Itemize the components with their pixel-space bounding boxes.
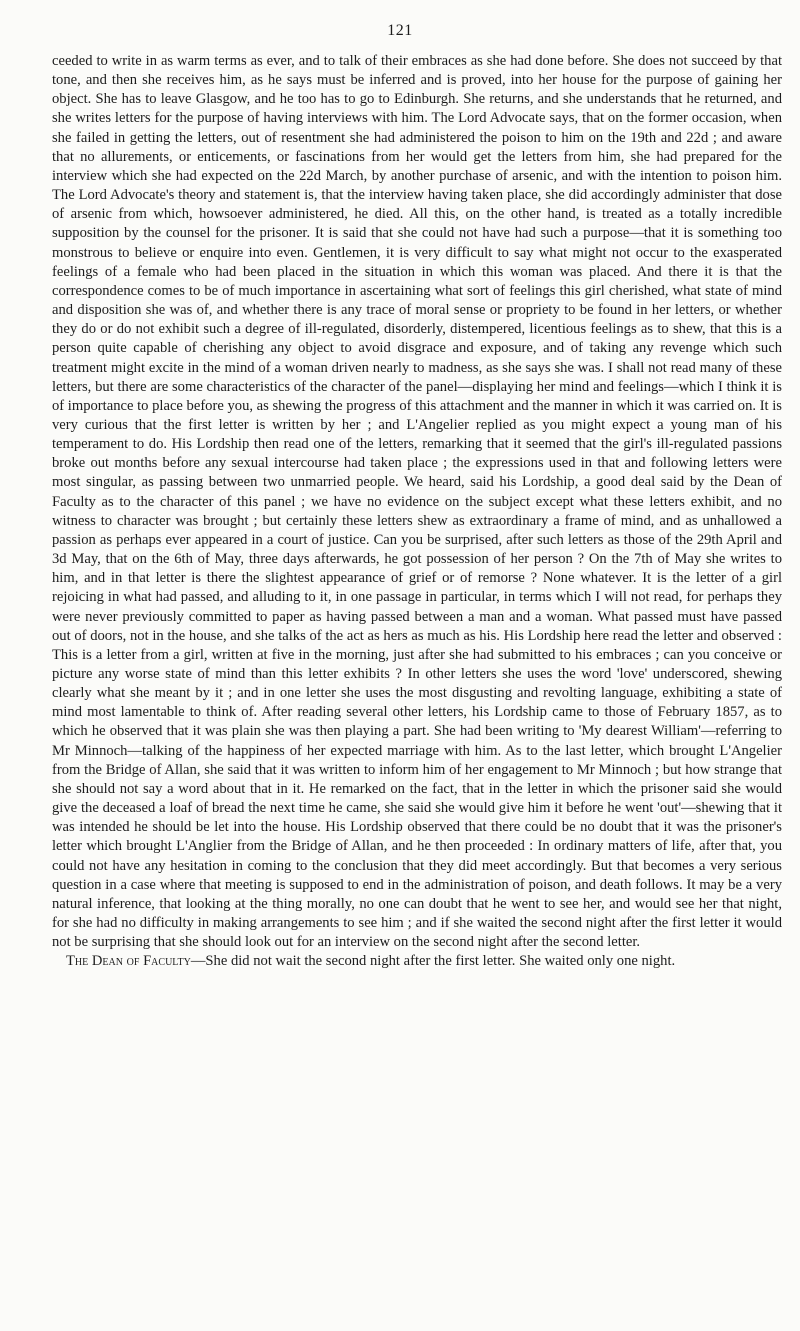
closing-text: —She did not wait the second night after the first letter. She waited only one night. [190,953,676,970]
paragraph-main: ceeded to write in as warm terms as ever, and to talk of their embraces as she had done before. She does not succeed by that tone, and then she receives him, as he says must be inferred and is proved, into her house for the purpose of gaining her object. She has to leave Glasgow, and he too has to go to Edinburgh. She returns, and she understands that he returned, and she writes letters for the purpose of having interviews with him. The Lord Advocate says, that on the former occasion, when she failed in getting the letters, out of resentment she had administered the poison to him on the 19th and 22d ; and aware that no allurements, or enticements, or fascinations from her would get the letters from him, she had prepared for the interview which she had expected on the 22d March, by another purchase of arsenic, and with the intention to poison him. The Lord Advocate's theory and statement is, that the interview having taken place, she did accordingly administer that dose of arsenic from which, howsoever administered, he died. All this, on the other hand, is treated as a totally incredible supposition by the counsel for the prisoner. It is said that she could not have had such a purpose—that it is something too monstrous to believe or enquire into even. Gentlemen, it is very difficult to say what might not occur to the exasperated feelings of a female who had been placed in the situation in which this woman was placed. And there it is that the correspondence comes to be of much importance in ascertaining what sort of feelings this girl cherished, what state of mind and disposition she was of, and whether there is any trace of moral sense or propriety to be found in her letters, or whether they do or do not exhibit such a degree of ill-regulated, disorderly, distempered, licentious feelings as to shew, that this is a person quite capable of cherishing any object to avoid disgrace and exposure, and of taking any revenge which such treatment might excite in the mind of a woman driven nearly to madness, as she says she was. I shall not read many of these letters, but there are some characteristics of the character of the panel—displaying her mind and feelings—which I think it is of importance to place before you, as shewing the progress of this attachment and the manner in which it was carried on. It is very curious that the first letter is written by her ; and L'Angelier replied as you might expect a young man of his temperament to do. His Lordship then read one of the letters, remarking that it seemed that the girl's ill-regulated passions broke out months before any sexual intercourse had taken place ; the expressions used in that and following letters were most singular, as passing between two unmarried people. We heard, said his Lordship, a good deal said by the Dean of Faculty as to the character of this panel ; we have no evidence on the subject except what these letters exhibit, and no witness to character was brought ; but certainly these letters shew as extraordinary a frame of mind, and as unhallowed a passion as perhaps ever appeared in a court of justice. Can you be surprised, after such letters as those of the 29th April and 3d May, that on the 6th of May, three days afterwards, he got possession of her person ? On the 7th of May she writes to him, and in that letter is there the slightest appearance of grief or of remorse ? None whatever. It is the letter of a girl rejoicing in what had passed, and alluding to it, in one passage in particular, in terms which I will not read, for perhaps they were never previously committed to paper as having passed between a man and a woman. What passed must have passed out of doors, not in the house, and she talks of the act as hers as much as his. His Lordship here read the letter and observed : This is a letter from a girl, written at five in the morning, just after she had submitted to his embraces ; can you conceive or picture any worse state of mind than this letter exhibits ? In other letters she uses the word 'love' underscored, shewing clearly what she meant by it ; and in one letter she uses the most disgusting and revolting language, exhibiting a state of mind most lamentable to think of. After reading several other letters, his Lordship came to those of February 1857, as to which he observed that it was plain she was then playing a part. She had been writing to 'My dearest William'—referring to Mr Minnoch—talking of the happiness of her expected marriage with him. As to the last letter, which brought L'Angelier from the Bridge of Allan, she said that it was written to inform him of her engagement to Mr Minnoch ; but how strange that she should not say a word about that in it. He remarked on the fact, that in the letter in which the prisoner said she would give the deceased a loaf of bread the next time he came, she said she would give him it before he went 'out'—shewing that it was intended he should be let into the house. His Lordship observed that there could be no doubt that it was the prisoner's letter which brought L'Anglier from the Bridge of Allan, and he then proceeded : In ordinary matters of life, after that, you could not have any hesitation in coming to the conclusion that they did meet accordingly. But that becomes a very serious question in a case where that meeting is supposed to end in the administration of poison, and death follows. It may be a very natural inference, that looking at the thing morally, no one can doubt that he went to see her, and would see her that night, for she had no difficulty in making arrangements to see him ; and if she waited the second night after the first letter it would not be surprising that she should look out for an interview on the second night after the second letter. [52,53,782,951]
paragraph-closing [52,952,782,971]
page-number: 121 [387,22,413,39]
body-text [52,52,782,972]
closing-speaker: The Dean of Faculty [66,953,191,970]
